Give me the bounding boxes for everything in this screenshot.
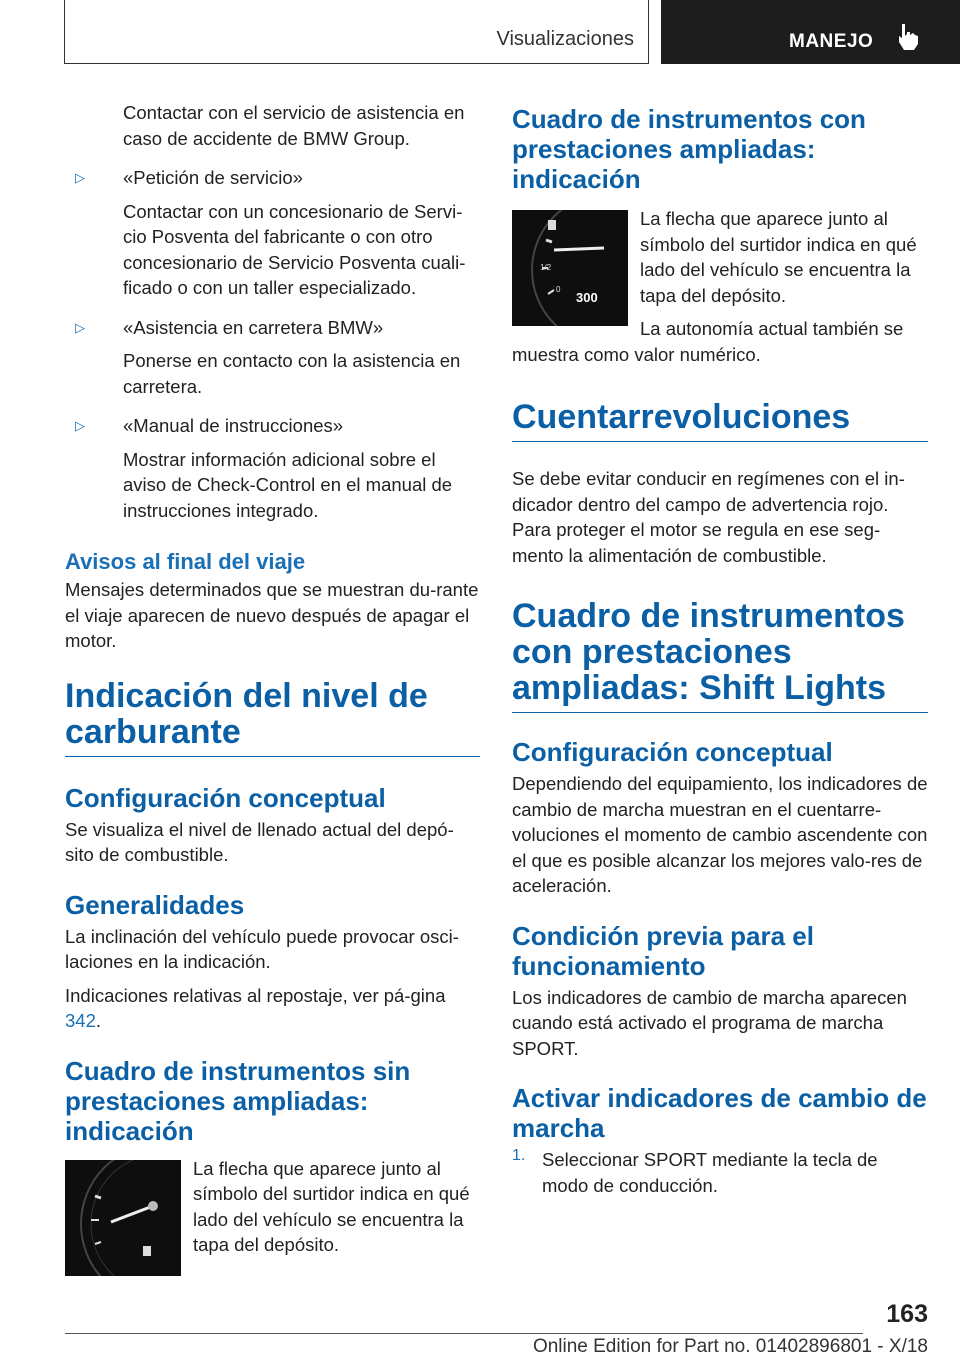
list-item	[65, 315, 480, 400]
bullet-text: Mostrar información adicional sobre el aviso de Check-Control en el manual de instrucciones integrado.	[123, 448, 453, 521]
config-text: Se visualiza el nivel de llenado actual del depó-sito de combustible.	[65, 818, 454, 865]
config-heading: Configuración conceptual	[65, 782, 386, 813]
activar-heading: Activar indicadores de cambio de marcha	[512, 1083, 927, 1143]
hand-pointer-icon	[896, 22, 922, 52]
shift-config-text: Dependiendo del equipamiento, los indicadores de cambio de marcha muestran en el cuentarre-voluciones el momento de cambio ascendente con el que es posible alcanzar los mejores valo-res de aceleración.	[512, 773, 928, 896]
list-item	[65, 165, 480, 301]
cuenta-heading: Cuentarrevoluciones	[512, 399, 928, 442]
shift-heading: Cuadro de instrumentos con prestaciones ampliadas: Shift Lights	[512, 598, 928, 713]
header-section-title: Visualizaciones	[496, 28, 634, 50]
gauge-half-label: 1/2	[540, 263, 552, 272]
cond-heading: Condición previa para el funcionamiento	[512, 920, 814, 981]
left-column	[65, 100, 480, 1280]
page-link[interactable]: 342	[65, 1010, 96, 1031]
general-text-2-end: .	[95, 1010, 102, 1031]
list-item	[512, 1147, 928, 1198]
header-chapter-tab	[661, 0, 960, 64]
fuel-gauge-graphic	[65, 1160, 181, 1276]
bullet-text: Ponerse en contacto con la asistencia en carretera.	[123, 350, 461, 397]
general-text-2-body: Indicaciones relativas al repostaje, ver pá-gina	[65, 984, 446, 1006]
bullet-label: «Asistencia en carretera BMW»	[123, 316, 384, 338]
bullet-label: «Manual de instrucciones»	[123, 415, 344, 436]
avisos-heading: Avisos al final del viaje	[65, 549, 306, 574]
general-text-1: La inclinación del vehículo puede provocar osci-laciones en la indicación.	[65, 925, 459, 972]
bullet-label: «Petición de servicio»	[123, 167, 303, 188]
con-heading: Cuadro de instrumentos con prestaciones ampliadas: indicación	[512, 104, 866, 194]
page-number: 163	[886, 1300, 928, 1328]
general-heading: Generalidades	[65, 889, 245, 920]
gauge-image-extended	[512, 210, 628, 326]
nivel-heading: Indicación del nivel de carburante	[65, 678, 480, 757]
sin-heading: Cuadro de instrumentos sin prestaciones ampliadas: indicación	[65, 1055, 411, 1146]
triangle-bullet-icon: ▷	[75, 170, 85, 185]
bullet-text: Contactar con un concesionario de Servi-cio Posventa del fabricante o con otro concesionario de Servicio Posventa cuali-ficado o con un taller especializado.	[123, 200, 466, 298]
con-text-2: La autonomía actual también se muestra como valor numérico.	[512, 318, 904, 365]
con-text-1: La flecha que aparece junto al símbolo del surtidor indica en qué lado del vehículo se encuentra la tapa del depósito.	[640, 208, 917, 306]
footer-divider	[65, 1333, 863, 1334]
sin-text: La flecha que aparece junto al símbolo del surtidor indica en qué lado del vehículo se encuentra la tapa del depósito.	[193, 1157, 470, 1255]
header-chapter-title: MANEJO	[789, 31, 874, 52]
right-column	[512, 100, 928, 1198]
intro-text: Contactar con el servicio de asistencia en caso de accidente de BMW Group.	[123, 102, 465, 149]
step-number: 1.	[512, 1147, 526, 1164]
cond-text: Los indicadores de cambio de marcha aparecen cuando está activado el programa de marcha SPORT.	[512, 986, 907, 1059]
header-section-tab	[64, 0, 649, 64]
step-text: Seleccionar SPORT mediante la tecla de modo de conducción.	[542, 1149, 878, 1196]
gauge-image-basic	[65, 1160, 181, 1276]
triangle-bullet-icon: ▷	[75, 319, 85, 335]
gauge-range-value: 300	[576, 290, 598, 305]
fuel-gauge-graphic	[512, 210, 628, 326]
general-text-2	[65, 983, 480, 1034]
cuenta-text: Se debe evitar conducir en regímenes con el in-dicador dentro del campo de advertencia rojo. Para proteger el motor se regula en ese seg-mento la alimentación de combustible.	[512, 468, 905, 566]
triangle-bullet-icon: ▷	[75, 418, 85, 433]
shift-config-heading: Configuración conceptual	[512, 737, 833, 767]
svg-text:0: 0	[556, 285, 561, 294]
list-item	[65, 413, 480, 523]
footer-edition: Online Edition for Part no. 01402896801 - X/18	[532, 1336, 928, 1357]
avisos-text: Mensajes determinados que se muestran du-rante el viaje aparecen de nuevo después de apagar el motor.	[65, 579, 479, 651]
